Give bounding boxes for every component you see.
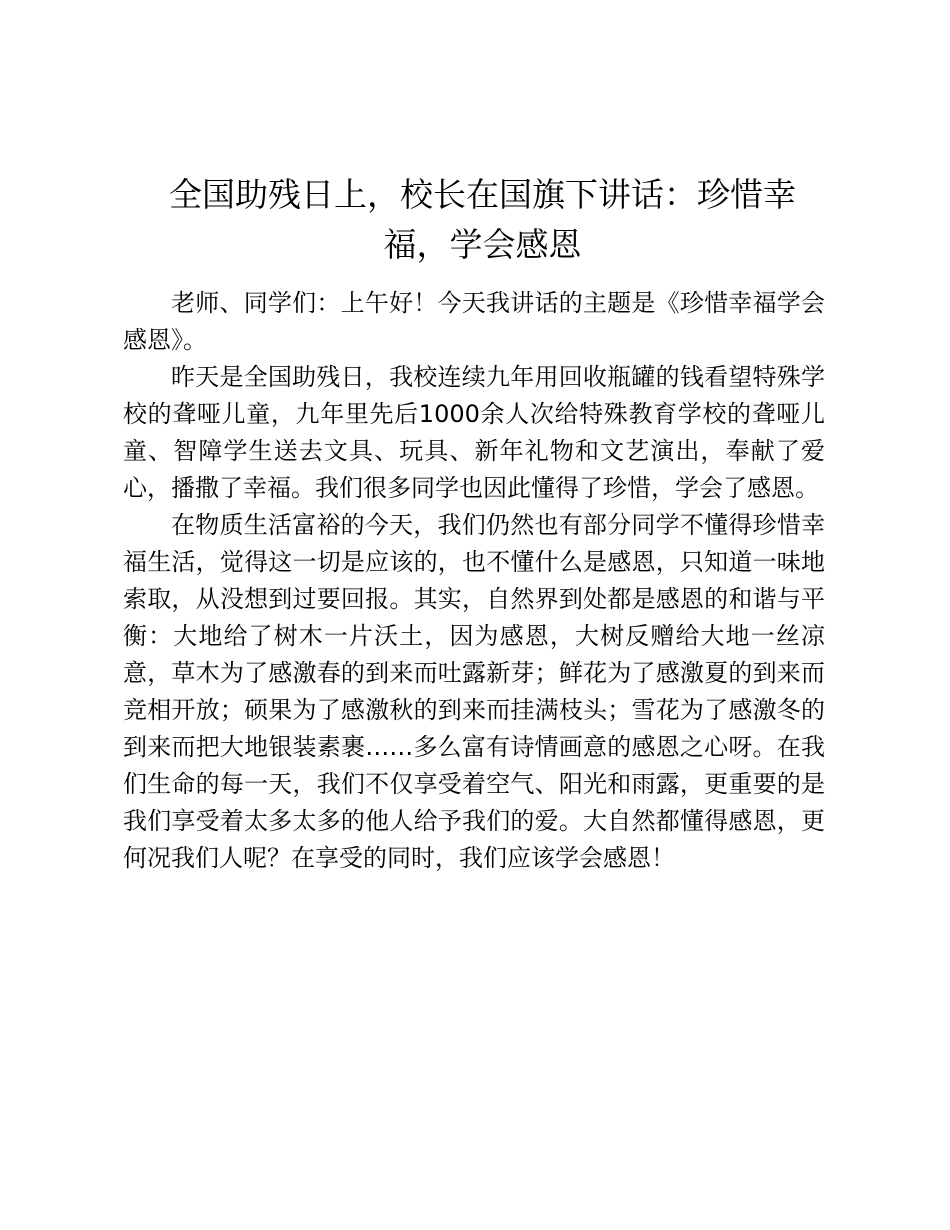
paragraph-disability-day: 昨天是全国助残日，我校连续九年用回收瓶罐的钱看望特殊学校的聋哑儿童，九年里先后1000余人次给特殊教育学校的聋哑儿童、智障学生送去文具、玩具、新年礼物和文艺演出，奉献了爱心，播撒了幸福。我们很多同学也因此懂得了珍惜，学会了感恩。 <box>123 363 825 502</box>
document-body <box>123 285 825 877</box>
paragraph-gratitude: 在物质生活富裕的今天，我们仍然也有部分同学不懂得珍惜幸福生活，觉得这一切是应该的，也不懂什么是感恩，只知道一味地索取，从没想到过要回报。其实，自然界到处都是感恩的和谐与平衡：大地给了树木一片沃土，因为感恩，大树反赠给大地一丝凉意，草木为了感激春的到来而吐露新芽；鲜花为了感激夏的到来而竞相开放；硕果为了感激秋的到来而挂满枝头；雪花为了感激冬的到来而把大地银装素裹……多么富有诗情画意的感恩之心呀。在我们生命的每一天，我们不仅享受着空气、阳光和雨露，更重要的是我们享受着太多太多的他人给予我们的爱。大自然都懂得感恩，更何况我们人呢？在享受的同时，我们应该学会感恩！ <box>123 511 825 872</box>
document-title: 全国助残日上，校长在国旗下讲话：珍惜幸福，学会感恩 <box>169 175 796 264</box>
paragraph-greeting: 老师、同学们：上午好！今天我讲话的主题是《珍惜幸福学会感恩》。 <box>123 289 825 354</box>
